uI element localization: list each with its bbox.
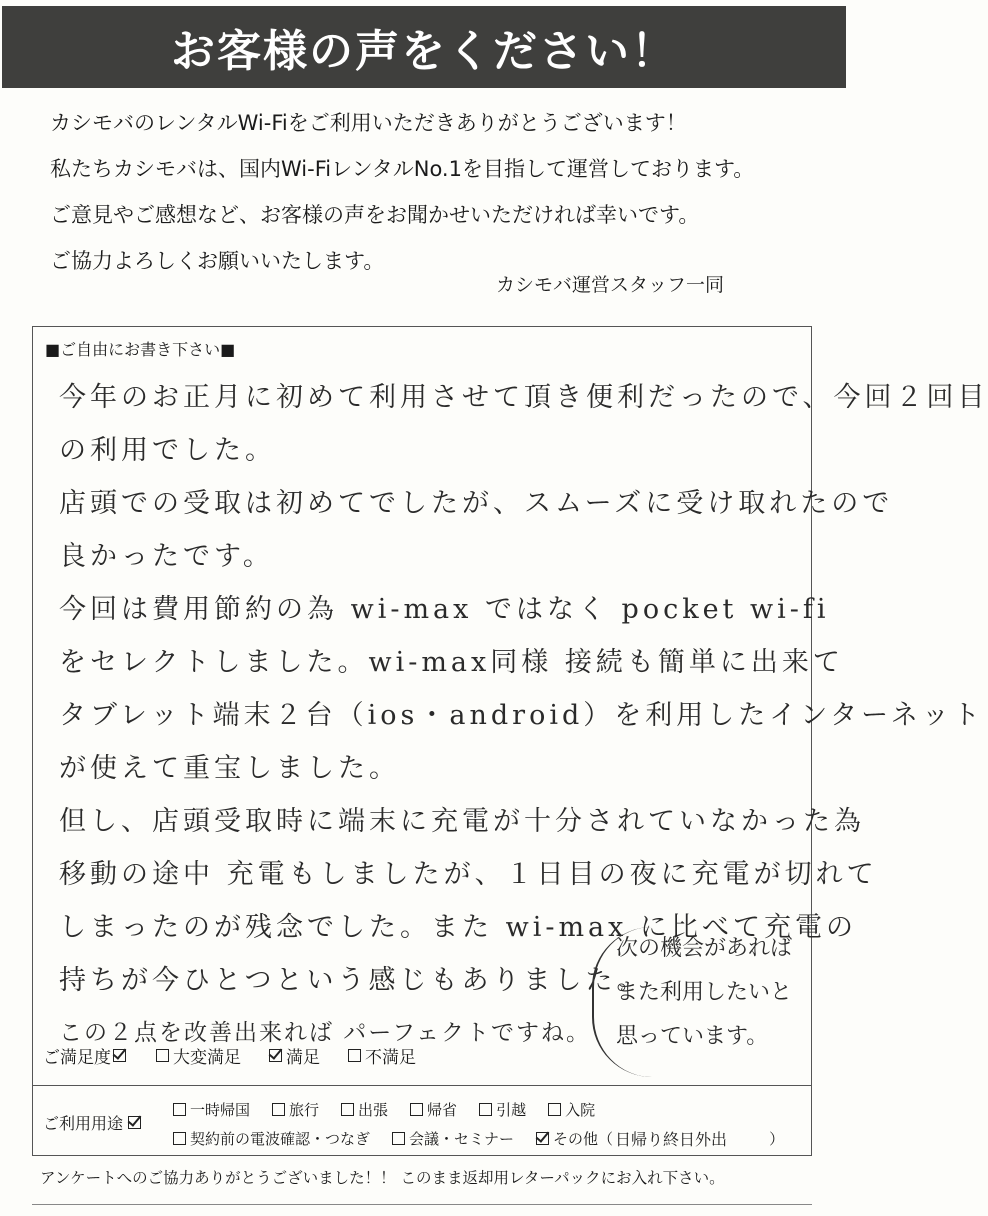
section-divider bbox=[33, 1085, 811, 1086]
usage-options-row bbox=[173, 1099, 595, 1120]
bottom-divider bbox=[32, 1204, 812, 1205]
free-comment-header: ■ご自由にお書き下さい■ bbox=[45, 340, 236, 359]
option-label: 一時帰国 bbox=[190, 1101, 251, 1119]
comment-line: 但し、店頭受取時に端末に充電が十分されていなかった為 bbox=[59, 806, 865, 837]
comment-line: 店頭での受取は初めてでしたが、スムーズに受け取れたので bbox=[59, 488, 894, 519]
checkbox-icon bbox=[341, 1103, 354, 1116]
checkbox-icon bbox=[479, 1103, 492, 1116]
comment-line: 今回は費用節約の為 wi-max ではなく pocket wi-fi bbox=[59, 594, 830, 625]
usage-options-row bbox=[173, 1127, 784, 1150]
page-title: お客様の声をください！ bbox=[171, 26, 677, 77]
option-label: 出張 bbox=[358, 1101, 389, 1119]
satisfaction-option-dissatisfied[interactable] bbox=[348, 1043, 416, 1068]
intro-line: ご協力よろしくお願いいたします。 bbox=[50, 249, 385, 273]
usage-option-business-trip[interactable] bbox=[341, 1099, 388, 1120]
usage-option-signal-check[interactable] bbox=[173, 1127, 370, 1150]
option-label: 不満足 bbox=[365, 1048, 416, 1068]
satisfaction-option-satisfied[interactable] bbox=[269, 1043, 320, 1068]
usage-option-meeting[interactable] bbox=[392, 1127, 514, 1150]
comment-line: 今年のお正月に初めて利用させて頂き便利だったので、今回２回目 bbox=[59, 382, 988, 413]
checkbox-icon bbox=[156, 1049, 169, 1062]
survey-form bbox=[32, 326, 988, 1156]
satisfaction-label-text: ご満足度 bbox=[43, 1048, 111, 1068]
comment-line: 良かったです。 bbox=[59, 541, 274, 572]
satisfaction-row bbox=[43, 1043, 603, 1068]
satisfaction-label bbox=[43, 1043, 128, 1068]
usage-label-text: ご利用用途 bbox=[43, 1114, 124, 1133]
side-note-line: 次の機会があれば bbox=[616, 936, 793, 961]
comment-line: 移動の途中 充電もしましたが、１日目の夜に充電が切れて bbox=[59, 859, 878, 890]
satisfaction-option-very-satisfied[interactable] bbox=[156, 1043, 241, 1068]
checkbox-icon bbox=[548, 1103, 561, 1116]
option-label: その他（ bbox=[553, 1130, 614, 1148]
comment-line: この２点を改善出来れば パーフェクトですね。 bbox=[59, 1020, 592, 1046]
usage-option-homecoming[interactable] bbox=[410, 1099, 457, 1120]
checkbox-icon bbox=[173, 1103, 186, 1116]
option-label: 会議・セミナー bbox=[409, 1130, 515, 1148]
checkbox-icon bbox=[173, 1132, 186, 1145]
checkbox-icon bbox=[392, 1132, 405, 1145]
option-label: 契約前の電波確認・つなぎ bbox=[190, 1130, 371, 1148]
usage-option-travel[interactable] bbox=[272, 1099, 319, 1120]
option-label: 帰省 bbox=[427, 1101, 458, 1119]
comment-line: が使えて重宝しました。 bbox=[59, 753, 400, 784]
side-note-line: 思っています。 bbox=[616, 1024, 769, 1049]
intro-text bbox=[50, 100, 810, 284]
checkbox-checked-icon bbox=[269, 1049, 282, 1062]
other-detail-text: 日帰り終日外出 bbox=[615, 1130, 728, 1149]
checkbox-checked-icon bbox=[113, 1049, 126, 1062]
comment-line: をセレクトしました。wi-max同様 接続も簡単に出来て bbox=[59, 647, 844, 678]
checkbox-icon bbox=[410, 1103, 423, 1116]
usage-option-temporary-return[interactable] bbox=[173, 1099, 250, 1120]
option-label: 大変満足 bbox=[173, 1048, 241, 1068]
staff-signature: カシモバ運営スタッフ一同 bbox=[496, 274, 725, 296]
comment-line: 持ちが今ひとつという感じもありました。 bbox=[59, 965, 648, 996]
side-note-bracket bbox=[592, 927, 802, 1077]
checkbox-icon bbox=[272, 1103, 285, 1116]
usage-option-moving[interactable] bbox=[479, 1099, 526, 1120]
usage-option-other[interactable] bbox=[536, 1127, 784, 1150]
option-label: 満足 bbox=[286, 1048, 320, 1068]
option-label: 引越 bbox=[496, 1101, 527, 1119]
intro-line: カシモバのレンタルWi-Fiをご利用いただきありがとうございます！ bbox=[50, 111, 687, 135]
intro-line: 私たちカシモバは、国内Wi-FiレンタルNo.1を目指して運営しております。 bbox=[50, 157, 755, 181]
checkbox-checked-icon bbox=[128, 1116, 141, 1129]
comment-line: の利用でした。 bbox=[59, 435, 276, 466]
footer-note: アンケートへのご協力ありがとうございました！！ このまま返却用レターパックにお入れ下さい。 bbox=[40, 1169, 725, 1187]
usage-option-hospital[interactable] bbox=[548, 1099, 595, 1120]
checkbox-icon bbox=[348, 1049, 361, 1062]
page-title-banner bbox=[2, 6, 846, 88]
checkbox-checked-icon bbox=[536, 1132, 549, 1145]
other-close-paren: ） bbox=[769, 1130, 785, 1148]
intro-line: ご意見やご感想など、お客様の声をお聞かせいただければ幸いです。 bbox=[50, 203, 700, 227]
usage-label bbox=[43, 1111, 143, 1134]
option-label: 入院 bbox=[565, 1101, 596, 1119]
comment-line: タブレット端末２台（ios・android）を利用したインターネット bbox=[59, 700, 984, 731]
option-label: 旅行 bbox=[289, 1101, 320, 1119]
comment-line: しまったのが残念でした。また wi-max に比べて充電の bbox=[59, 912, 857, 943]
side-note-line: また利用したいと bbox=[616, 980, 793, 1005]
